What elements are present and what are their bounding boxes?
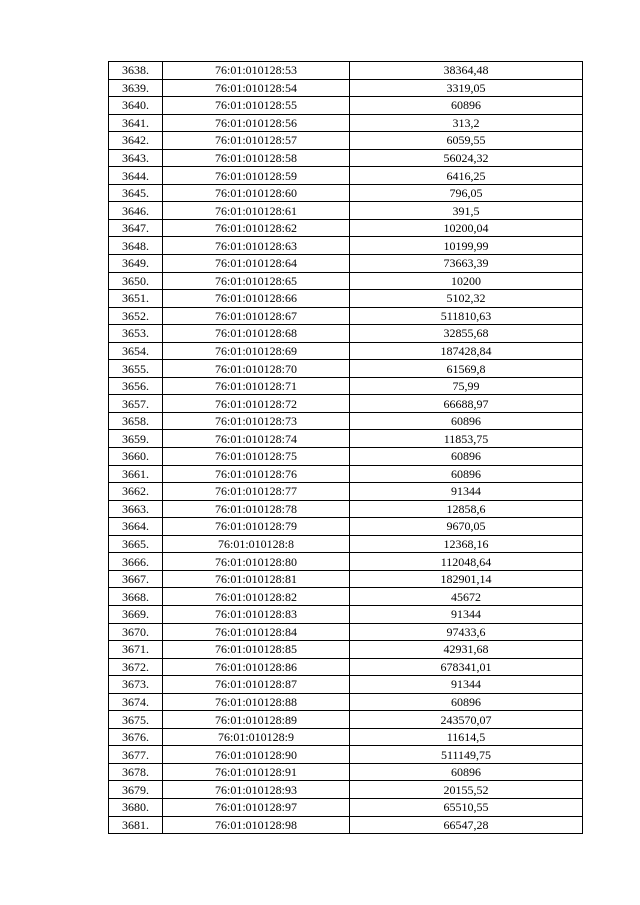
cadastral-value-table <box>108 61 583 834</box>
value-cell: 60896 <box>350 97 583 115</box>
table-row <box>109 237 583 255</box>
value-cell: 66547,28 <box>350 816 583 834</box>
row-number-cell: 3666. <box>109 553 163 571</box>
row-number-cell: 3669. <box>109 605 163 623</box>
table-row <box>109 272 583 290</box>
cadastral-number-cell: 76:01:010128:80 <box>163 553 350 571</box>
value-cell: 97433,6 <box>350 623 583 641</box>
value-cell: 10200,04 <box>350 219 583 237</box>
row-number-cell: 3653. <box>109 325 163 343</box>
table-row <box>109 746 583 764</box>
table-row <box>109 816 583 834</box>
cadastral-number-cell: 76:01:010128:74 <box>163 430 350 448</box>
value-cell: 9670,05 <box>350 518 583 536</box>
row-number-cell: 3663. <box>109 500 163 518</box>
cadastral-number-cell: 76:01:010128:79 <box>163 518 350 536</box>
cadastral-number-cell: 76:01:010128:58 <box>163 149 350 167</box>
table-row <box>109 641 583 659</box>
value-cell: 11853,75 <box>350 430 583 448</box>
table-row <box>109 395 583 413</box>
table-row <box>109 167 583 185</box>
table-row <box>109 184 583 202</box>
cadastral-number-cell: 76:01:010128:62 <box>163 219 350 237</box>
cadastral-number-cell: 76:01:010128:90 <box>163 746 350 764</box>
cadastral-number-cell: 76:01:010128:78 <box>163 500 350 518</box>
row-number-cell: 3642. <box>109 132 163 150</box>
value-cell: 391,5 <box>350 202 583 220</box>
cadastral-number-cell: 76:01:010128:82 <box>163 588 350 606</box>
value-cell: 38364,48 <box>350 62 583 80</box>
table-row <box>109 360 583 378</box>
value-cell: 5102,32 <box>350 290 583 308</box>
cadastral-number-cell: 76:01:010128:61 <box>163 202 350 220</box>
table-row <box>109 97 583 115</box>
value-cell: 61569,8 <box>350 360 583 378</box>
table-row <box>109 325 583 343</box>
table-row <box>109 114 583 132</box>
value-cell: 75,99 <box>350 377 583 395</box>
cadastral-number-cell: 76:01:010128:98 <box>163 816 350 834</box>
cadastral-number-cell: 76:01:010128:76 <box>163 465 350 483</box>
row-number-cell: 3660. <box>109 448 163 466</box>
cadastral-number-cell: 76:01:010128:55 <box>163 97 350 115</box>
row-number-cell: 3672. <box>109 658 163 676</box>
value-cell: 11614,5 <box>350 728 583 746</box>
row-number-cell: 3662. <box>109 483 163 501</box>
cadastral-number-cell: 76:01:010128:73 <box>163 412 350 430</box>
value-cell: 12368,16 <box>350 535 583 553</box>
row-number-cell: 3654. <box>109 342 163 360</box>
value-cell: 6059,55 <box>350 132 583 150</box>
table-row <box>109 132 583 150</box>
cadastral-number-cell: 76:01:010128:60 <box>163 184 350 202</box>
row-number-cell: 3644. <box>109 167 163 185</box>
table-row <box>109 342 583 360</box>
value-cell: 511149,75 <box>350 746 583 764</box>
value-cell: 60896 <box>350 412 583 430</box>
row-number-cell: 3675. <box>109 711 163 729</box>
cadastral-number-cell: 76:01:010128:70 <box>163 360 350 378</box>
cadastral-number-cell: 76:01:010128:8 <box>163 535 350 553</box>
row-number-cell: 3667. <box>109 570 163 588</box>
value-cell: 56024,32 <box>350 149 583 167</box>
table-body <box>109 62 583 834</box>
value-cell: 91344 <box>350 676 583 694</box>
cadastral-number-cell: 76:01:010128:88 <box>163 693 350 711</box>
table-row <box>109 570 583 588</box>
table-row <box>109 658 583 676</box>
value-cell: 20155,52 <box>350 781 583 799</box>
row-number-cell: 3648. <box>109 237 163 255</box>
cadastral-number-cell: 76:01:010128:63 <box>163 237 350 255</box>
row-number-cell: 3677. <box>109 746 163 764</box>
row-number-cell: 3639. <box>109 79 163 97</box>
value-cell: 60896 <box>350 763 583 781</box>
value-cell: 678341,01 <box>350 658 583 676</box>
cadastral-number-cell: 76:01:010128:85 <box>163 641 350 659</box>
row-number-cell: 3676. <box>109 728 163 746</box>
table-row <box>109 255 583 273</box>
table-row <box>109 605 583 623</box>
value-cell: 66688,97 <box>350 395 583 413</box>
cadastral-number-cell: 76:01:010128:81 <box>163 570 350 588</box>
cadastral-number-cell: 76:01:010128:64 <box>163 255 350 273</box>
row-number-cell: 3641. <box>109 114 163 132</box>
cadastral-number-cell: 76:01:010128:93 <box>163 781 350 799</box>
row-number-cell: 3678. <box>109 763 163 781</box>
table-row <box>109 728 583 746</box>
table-row <box>109 553 583 571</box>
cadastral-number-cell: 76:01:010128:54 <box>163 79 350 97</box>
row-number-cell: 3651. <box>109 290 163 308</box>
table-row <box>109 483 583 501</box>
table-row <box>109 676 583 694</box>
value-cell: 10200 <box>350 272 583 290</box>
table-row <box>109 711 583 729</box>
row-number-cell: 3680. <box>109 798 163 816</box>
cadastral-number-cell: 76:01:010128:87 <box>163 676 350 694</box>
cadastral-number-cell: 76:01:010128:66 <box>163 290 350 308</box>
cadastral-number-cell: 76:01:010128:72 <box>163 395 350 413</box>
value-cell: 6416,25 <box>350 167 583 185</box>
row-number-cell: 3681. <box>109 816 163 834</box>
value-cell: 60896 <box>350 693 583 711</box>
row-number-cell: 3668. <box>109 588 163 606</box>
cadastral-number-cell: 76:01:010128:84 <box>163 623 350 641</box>
row-number-cell: 3652. <box>109 307 163 325</box>
row-number-cell: 3670. <box>109 623 163 641</box>
value-cell: 65510,55 <box>350 798 583 816</box>
cadastral-number-cell: 76:01:010128:69 <box>163 342 350 360</box>
table-row <box>109 448 583 466</box>
value-cell: 511810,63 <box>350 307 583 325</box>
cadastral-number-cell: 76:01:010128:65 <box>163 272 350 290</box>
value-cell: 182901,14 <box>350 570 583 588</box>
value-cell: 91344 <box>350 483 583 501</box>
row-number-cell: 3656. <box>109 377 163 395</box>
row-number-cell: 3650. <box>109 272 163 290</box>
value-cell: 91344 <box>350 605 583 623</box>
row-number-cell: 3658. <box>109 412 163 430</box>
row-number-cell: 3647. <box>109 219 163 237</box>
row-number-cell: 3674. <box>109 693 163 711</box>
table-row <box>109 535 583 553</box>
table-row <box>109 202 583 220</box>
table-row <box>109 412 583 430</box>
table-row <box>109 465 583 483</box>
cadastral-number-cell: 76:01:010128:67 <box>163 307 350 325</box>
value-cell: 73663,39 <box>350 255 583 273</box>
value-cell: 60896 <box>350 448 583 466</box>
row-number-cell: 3661. <box>109 465 163 483</box>
table-row <box>109 290 583 308</box>
cadastral-number-cell: 76:01:010128:57 <box>163 132 350 150</box>
table-row <box>109 623 583 641</box>
row-number-cell: 3671. <box>109 641 163 659</box>
table-row <box>109 693 583 711</box>
value-cell: 60896 <box>350 465 583 483</box>
row-number-cell: 3679. <box>109 781 163 799</box>
cadastral-number-cell: 76:01:010128:75 <box>163 448 350 466</box>
value-cell: 313,2 <box>350 114 583 132</box>
row-number-cell: 3646. <box>109 202 163 220</box>
table-row <box>109 377 583 395</box>
cadastral-number-cell: 76:01:010128:68 <box>163 325 350 343</box>
row-number-cell: 3640. <box>109 97 163 115</box>
row-number-cell: 3655. <box>109 360 163 378</box>
row-number-cell: 3645. <box>109 184 163 202</box>
row-number-cell: 3664. <box>109 518 163 536</box>
cadastral-number-cell: 76:01:010128:9 <box>163 728 350 746</box>
row-number-cell: 3638. <box>109 62 163 80</box>
table-row <box>109 518 583 536</box>
value-cell: 45672 <box>350 588 583 606</box>
value-cell: 12858,6 <box>350 500 583 518</box>
row-number-cell: 3643. <box>109 149 163 167</box>
value-cell: 42931,68 <box>350 641 583 659</box>
table-row <box>109 149 583 167</box>
table-row <box>109 62 583 80</box>
row-number-cell: 3665. <box>109 535 163 553</box>
value-cell: 3319,05 <box>350 79 583 97</box>
table-row <box>109 500 583 518</box>
row-number-cell: 3657. <box>109 395 163 413</box>
cadastral-number-cell: 76:01:010128:77 <box>163 483 350 501</box>
cadastral-number-cell: 76:01:010128:53 <box>163 62 350 80</box>
cadastral-number-cell: 76:01:010128:89 <box>163 711 350 729</box>
row-number-cell: 3659. <box>109 430 163 448</box>
cadastral-number-cell: 76:01:010128:71 <box>163 377 350 395</box>
row-number-cell: 3649. <box>109 255 163 273</box>
value-cell: 10199,99 <box>350 237 583 255</box>
value-cell: 112048,64 <box>350 553 583 571</box>
table-row <box>109 798 583 816</box>
cadastral-number-cell: 76:01:010128:56 <box>163 114 350 132</box>
cadastral-number-cell: 76:01:010128:83 <box>163 605 350 623</box>
table-row <box>109 588 583 606</box>
cadastral-number-cell: 76:01:010128:86 <box>163 658 350 676</box>
value-cell: 187428,84 <box>350 342 583 360</box>
cadastral-number-cell: 76:01:010128:59 <box>163 167 350 185</box>
table-row <box>109 219 583 237</box>
row-number-cell: 3673. <box>109 676 163 694</box>
value-cell: 243570,07 <box>350 711 583 729</box>
cadastral-number-cell: 76:01:010128:97 <box>163 798 350 816</box>
cadastral-number-cell: 76:01:010128:91 <box>163 763 350 781</box>
table-row <box>109 763 583 781</box>
table-row <box>109 430 583 448</box>
table-row <box>109 307 583 325</box>
table-row <box>109 781 583 799</box>
value-cell: 796,05 <box>350 184 583 202</box>
value-cell: 32855,68 <box>350 325 583 343</box>
table-row <box>109 79 583 97</box>
